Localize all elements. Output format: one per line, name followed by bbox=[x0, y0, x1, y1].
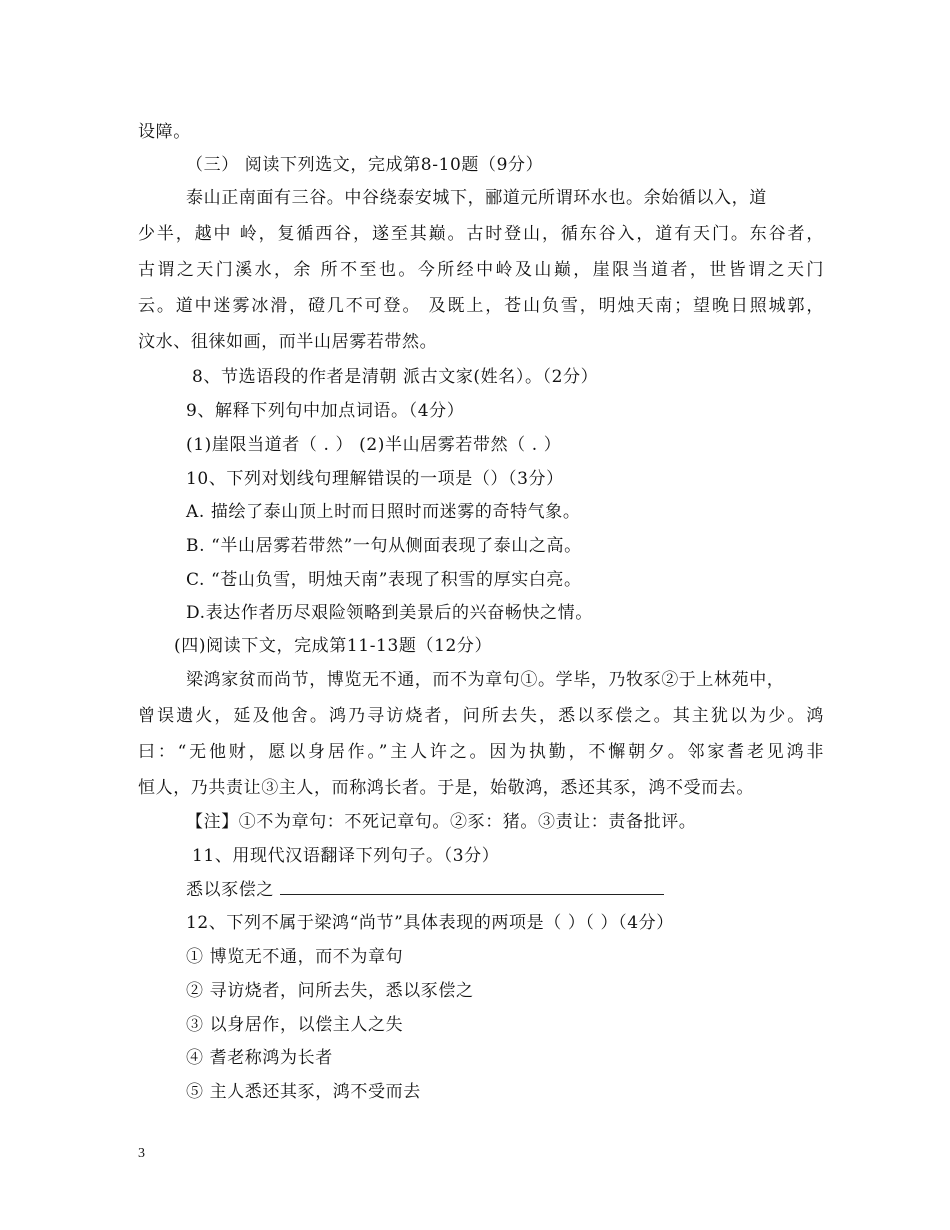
choice-3: ③ 以身居作，以偿主人之失 bbox=[186, 1015, 404, 1035]
passage-4-line: 曾误遗火，延及他舍。鸿乃寻访烧者，问所去失，悉以豕偿之。其主犹以为少。鸿 bbox=[138, 706, 824, 726]
option-c: C. “苍山负雪，明烛天南”表现了积雪的厚实白亮。 bbox=[186, 570, 582, 590]
question-12: 12、下列不属于梁鸿“尚节”具体表现的两项是（ ）（ ）（4分） bbox=[186, 913, 674, 933]
option-d: D.表达作者历尽艰险领略到美景后的兴奋畅快之情。 bbox=[186, 603, 593, 623]
passage-4-line: 曰：“无他财，愿以身居作。”主人许之。因为执勤，不懈朝夕。邻家耆老见鸿非 bbox=[138, 742, 824, 762]
passage-4-line: 恒人，乃共责让③主人，而称鸿长者。于是，始敬鸿，悉还其豕，鸿不受而去。 bbox=[138, 778, 754, 798]
passage-3-line: 少半，越中 岭，复循西谷，遂至其巅。古时登山，循东谷入，道有天门。东谷者， bbox=[138, 224, 824, 244]
question-11: 11、用现代汉语翻译下列句子。（3分） bbox=[192, 846, 500, 866]
question-11-sentence bbox=[186, 878, 664, 902]
passage-3-line: 古谓之天门溪水，余 所不至也。今所经中岭及山巅，崖限当道者，世皆谓之天门 bbox=[138, 260, 824, 280]
choice-1: ① 博览无不通，而不为章句 bbox=[186, 947, 404, 967]
sentence-text: 悉以豕偿之 bbox=[186, 880, 274, 900]
section-3-heading: （三） 阅读下列选文，完成第8-10题（9分） bbox=[186, 155, 544, 175]
choice-5: ⑤ 主人悉还其豕，鸿不受而去 bbox=[186, 1082, 421, 1102]
answer-blank[interactable] bbox=[280, 878, 664, 895]
option-a: A. 描绘了泰山顶上时而日照时而迷雾的奇特气象。 bbox=[186, 502, 581, 522]
question-9: 9、解释下列句中加点词语。（4分） bbox=[186, 401, 465, 421]
question-8: 8、节选语段的作者是清朝 派古文家(姓名）。（2分） bbox=[192, 367, 599, 387]
choice-2: ② 寻访烧者，问所去失，悉以豕偿之 bbox=[186, 981, 474, 1001]
section-4-heading: (四)阅读下文，完成第11-13题（12分） bbox=[174, 636, 493, 656]
passage-4-line: 梁鸿家贫而尚节，博览无不通，而不为章句①。学毕，乃牧豕②于上林苑中， bbox=[186, 670, 785, 690]
passage-3-line: 泰山正南面有三谷。中谷绕泰安城下，郦道元所谓环水也。余始循以入，道 bbox=[186, 188, 767, 208]
question-9-items: (1)崖限当道者（ . ） (2)半山居雾若带然（ . ） bbox=[186, 435, 562, 455]
annotation-note: 【注】①不为章句：不死记章句。②豕：猪。③责让：责备批评。 bbox=[186, 812, 697, 832]
passage-3-line: 汶水、徂徕如画，而半山居雾若带然。 bbox=[138, 332, 438, 352]
question-10: 10、下列对划线句理解错误的一项是（）（3分） bbox=[186, 469, 564, 489]
option-b: B. “半山居雾若带然”一句从侧面表现了泰山之高。 bbox=[186, 536, 582, 556]
choice-4: ④ 耆老称鸿为长者 bbox=[186, 1048, 333, 1068]
passage-3-line: 云。道中迷雾冰滑，磴几不可登。 及既上，苍山负雪，明烛天南；望晚日照城郭， bbox=[138, 296, 824, 316]
page-number: 3 bbox=[138, 1146, 145, 1161]
text-line: 设障。 bbox=[138, 122, 191, 142]
